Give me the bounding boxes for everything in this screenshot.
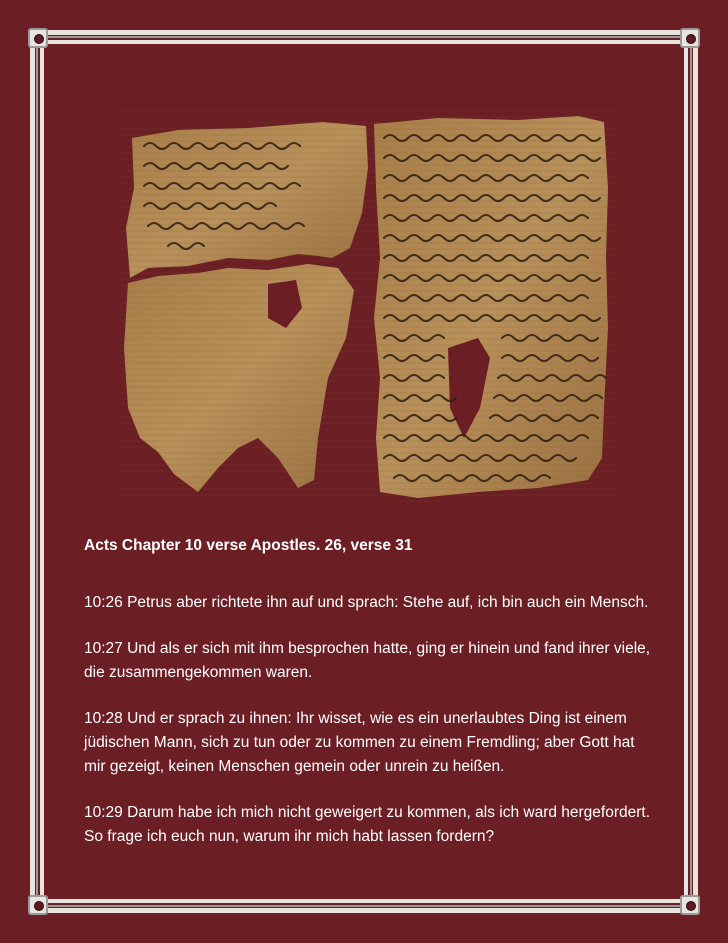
frame-corner-ornament bbox=[28, 895, 48, 915]
verse-list bbox=[84, 591, 654, 849]
frame-corner-ornament bbox=[680, 28, 700, 48]
verse-paragraph: 10:28 Und er sprach zu ihnen: Ihr wisset, wie es ein unerlaubtes Ding ist einem jüdischen Mann, sich zu tun oder zu kommen zu einem Fremdling; aber Gott hat mir gezeigt, keinen Menschen gemein oder unrein zu heißen. bbox=[84, 710, 635, 775]
document-content bbox=[84, 535, 654, 871]
verse-paragraph: 10:27 Und als er sich mit ihm besprochen hatte, ging er hinein und fand ihrer viele, die zusammengekommen waren. bbox=[84, 640, 651, 681]
document-heading: Acts Chapter 10 verse Apostles. 26, verse 31 bbox=[84, 537, 413, 554]
verse-paragraph: 10:29 Darum habe ich mich nicht geweigert zu kommen, als ich ward hergefordert. So frage ich euch nun, warum ihr mich habt lassen fordern? bbox=[84, 804, 651, 845]
frame-corner-ornament bbox=[680, 895, 700, 915]
papyrus-manuscript-image bbox=[118, 108, 616, 508]
verse-paragraph: 10:26 Petrus aber richtete ihn auf und sprach: Stehe auf, ich bin auch ein Mensch. bbox=[84, 594, 649, 611]
frame-corner-ornament bbox=[28, 28, 48, 48]
